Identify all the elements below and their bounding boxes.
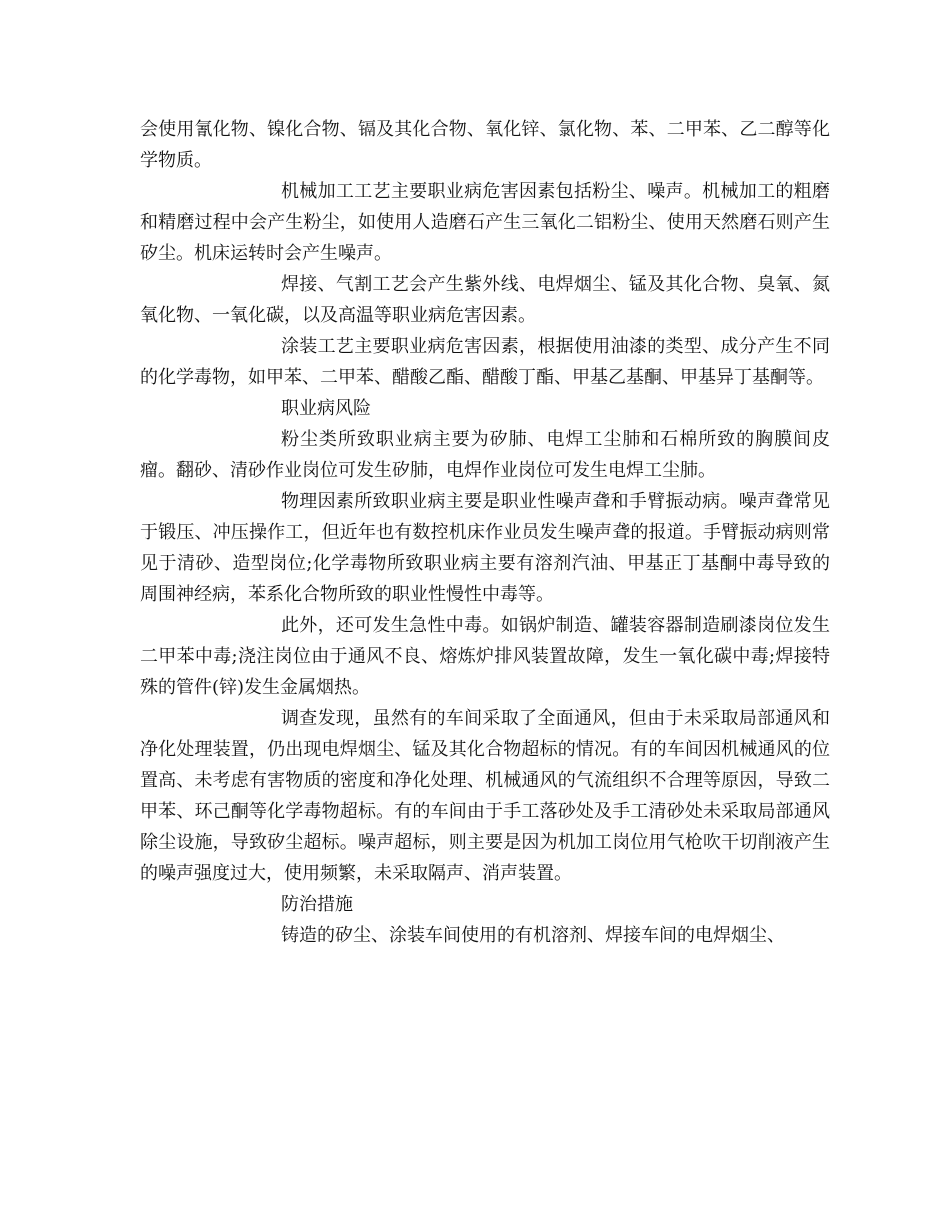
paragraph-investigation-findings: 调查发现，虽然有的车间采取了全面通风，但由于未采取局部通风和净化处理装置，仍出现电焊烟尘、锰及其化合物超标的情况。有的车间因机械通风的位置高、未考虑有害物质的密度和净化处理、机械通风的气流组织不合理等原因，导致二甲苯、环己酮等化学毒物超标。有的车间由于手工落砂处及手工清砂处未采取局部通风除尘设施，导致矽尘超标。噪声超标，则主要是因为机加工岗位用气枪吹干切削液产生的噪声强度过大，使用频繁，未采取隔声、消声装置。 [140, 708, 830, 884]
paragraph-welding-hazards: 焊接、气割工艺会产生紫外线、电焊烟尘、锰及其化合物、臭氧、氮氧化物、一氧化碳，以及高温等职业病危害因素。 [140, 274, 830, 326]
document-body [140, 114, 830, 951]
paragraph-physical-factor-diseases: 物理因素所致职业病主要是职业性噪声聋和手臂振动病。噪声聋常见于锻压、冲压操作工，但近年也有数控机床作业员发生噪声聋的报道。手臂振动病则常见于清砂、造型岗位;化学毒物所致职业病主要有溶剂汽油、甲基正丁基酮中毒导致的周围神经病，苯系化合物所致的职业性慢性中毒等。 [140, 491, 830, 605]
section-heading-occupational-risk: 职业病风险 [281, 398, 371, 419]
paragraph-chemicals-continued: 会使用氰化物、镍化合物、镉及其化合物、氧化锌、氯化物、苯、二甲苯、乙二醇等化学物质。 [140, 119, 830, 171]
paragraph-painting-hazards: 涂装工艺主要职业病危害因素，根据使用油漆的类型、成分产生不同的化学毒物，如甲苯、二甲苯、醋酸乙酯、醋酸丁酯、甲基乙基酮、甲基异丁基酮等。 [140, 336, 830, 388]
paragraph-prevention-intro: 铸造的矽尘、涂装车间使用的有机溶剂、焊接车间的电焊烟尘、 [281, 925, 785, 946]
paragraph-machining-hazards: 机械加工工艺主要职业病危害因素包括粉尘、噪声。机械加工的粗磨和精磨过程中会产生粉尘，如使用人造磨石产生三氧化二铝粉尘、使用天然磨石则产生矽尘。机床运转时会产生噪声。 [140, 181, 830, 264]
paragraph-acute-poisoning: 此外，还可发生急性中毒。如锅炉制造、罐装容器制造刷漆岗位发生二甲苯中毒;浇注岗位由于通风不良、熔炼炉排风装置故障，发生一氧化碳中毒;焊接特殊的管件(锌)发生金属烟热。 [140, 615, 830, 698]
section-heading-prevention-measures: 防治措施 [281, 894, 353, 915]
paragraph-dust-diseases: 粉尘类所致职业病主要为矽肺、电焊工尘肺和石棉所致的胸膜间皮瘤。翻砂、清砂作业岗位可发生矽肺，电焊作业岗位可发生电焊工尘肺。 [140, 429, 830, 481]
